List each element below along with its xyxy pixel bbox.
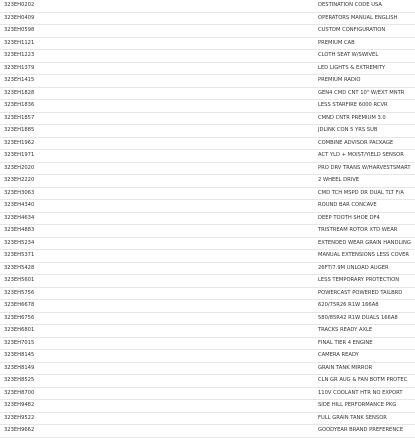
option-code: 323EH9662 — [0, 425, 314, 438]
option-code: 323EH0598 — [0, 25, 314, 38]
table-row — [0, 275, 415, 288]
option-description: TRACKS READY AXLE — [314, 325, 415, 338]
option-code: 323EH8145 — [0, 350, 314, 363]
option-code: 323EH1379 — [0, 62, 314, 75]
table-row — [0, 125, 415, 138]
table-row — [0, 312, 415, 325]
table-row — [0, 75, 415, 88]
option-code: 323EH6756 — [0, 312, 314, 325]
option-code: 323EH7015 — [0, 337, 314, 350]
option-code: 323EH4634 — [0, 212, 314, 225]
option-description: 2 WHEEL DRIVE — [314, 175, 415, 188]
option-code: 323EH1962 — [0, 137, 314, 150]
option-description: CMD TCH MSPD DR DUAL TLT F/A — [314, 187, 415, 200]
option-description: CLN GR AUG & FAN BOTM PROTEC — [314, 375, 415, 388]
option-code: 323EH0409 — [0, 12, 314, 25]
table-row — [0, 62, 415, 75]
option-code: 323EH1836 — [0, 100, 314, 113]
table-row — [0, 175, 415, 188]
option-description: ROUND BAR CONCAVE — [314, 200, 415, 213]
table-row — [0, 50, 415, 63]
option-description: PREMIUM CAB — [314, 37, 415, 50]
option-code: 323EH5756 — [0, 287, 314, 300]
option-description: DESTINATION CODE USA — [314, 0, 415, 12]
option-code: 323EH2020 — [0, 162, 314, 175]
option-code: 323EH4340 — [0, 200, 314, 213]
option-description: 26FT/7.9M UNLOAD AUGER — [314, 262, 415, 275]
option-code: 323EH5428 — [0, 262, 314, 275]
option-description: GOODYEAR BRAND PREFERENCE — [314, 425, 415, 438]
option-code: 323EH3063 — [0, 187, 314, 200]
option-description: TRISTREAM ROTOR XTD WEAR — [314, 225, 415, 238]
table-row — [0, 362, 415, 375]
option-description: FULL GRAIN TANK SENSOR — [314, 412, 415, 425]
table-row — [0, 150, 415, 163]
option-description: CUSTOM CONFIGURATION — [314, 25, 415, 38]
table-row — [0, 200, 415, 213]
option-description: CLOTH SEAT W/SWIVEL — [314, 50, 415, 63]
table-row — [0, 250, 415, 263]
table-row — [0, 0, 415, 12]
table-row — [0, 187, 415, 200]
option-code: 323EH1223 — [0, 50, 314, 63]
table-row — [0, 337, 415, 350]
option-description: PREMIUM RADIO — [314, 75, 415, 88]
option-code: 323EH0202 — [0, 0, 314, 12]
option-description: PRO DRV TRANS W/HARVESTSMART — [314, 162, 415, 175]
option-description: LESS TEMPORARY PROTECTION — [314, 275, 415, 288]
option-code: 323EH8149 — [0, 362, 314, 375]
table-row — [0, 87, 415, 100]
option-code: 323EH6801 — [0, 325, 314, 338]
table-row — [0, 375, 415, 388]
option-description: FINAL TIER 4 ENGINE — [314, 337, 415, 350]
option-code: 323EH9522 — [0, 412, 314, 425]
option-code: 323EH8525 — [0, 375, 314, 388]
option-description: 110V COOLANT HTR NO EXPORT — [314, 387, 415, 400]
table-row — [0, 262, 415, 275]
option-description: DEEP TOOTH SHOE DF4 — [314, 212, 415, 225]
option-description: ACT YLD + MOIST/YIELD SENSOR — [314, 150, 415, 163]
table-row — [0, 162, 415, 175]
option-description: MANUAL EXTENSIONS LESS COVER — [314, 250, 415, 263]
table-row — [0, 350, 415, 363]
option-code: 323EH5601 — [0, 275, 314, 288]
table-row — [0, 37, 415, 50]
option-description: 620/75R26 R1W 166A8 — [314, 300, 415, 313]
table-row — [0, 12, 415, 25]
option-description: GRAIN TANK MIRROR — [314, 362, 415, 375]
option-description: EXTENDED WEAR GRAIN HANDLING — [314, 237, 415, 250]
option-code: 323EH4883 — [0, 225, 314, 238]
option-description: SIDE HILL PERFORMANCE PKG — [314, 400, 415, 413]
option-code: 323EH6678 — [0, 300, 314, 313]
option-code: 323EH1415 — [0, 75, 314, 88]
option-description: GEN4 CMD CNT 10" W/EXT MNTR — [314, 87, 415, 100]
option-code: 323EH1121 — [0, 37, 314, 50]
table-row — [0, 425, 415, 438]
table-row — [0, 112, 415, 125]
table-row — [0, 237, 415, 250]
option-code: 323EH1857 — [0, 112, 314, 125]
option-code: 323EH1885 — [0, 125, 314, 138]
table-row — [0, 412, 415, 425]
option-description: LESS STARFIRE 6000 RCVR — [314, 100, 415, 113]
option-description: JDLINK CON 5 YRS SUB — [314, 125, 415, 138]
option-code: 323EH1828 — [0, 87, 314, 100]
option-description: COMBINE ADVISOR PACKAGE — [314, 137, 415, 150]
table-row — [0, 25, 415, 38]
option-description: OPERATORS MANUAL ENGLISH — [314, 12, 415, 25]
option-description: POWERCAST POWERED TAILBRD — [314, 287, 415, 300]
option-code: 323EH5371 — [0, 250, 314, 263]
table-row — [0, 212, 415, 225]
table-row — [0, 287, 415, 300]
table-row — [0, 387, 415, 400]
table-row — [0, 137, 415, 150]
option-code: 323EH5234 — [0, 237, 314, 250]
table-row — [0, 100, 415, 113]
table-row — [0, 300, 415, 313]
option-code: 323EH8700 — [0, 387, 314, 400]
table-row — [0, 325, 415, 338]
option-code: 323EH9482 — [0, 400, 314, 413]
option-code: 323EH1971 — [0, 150, 314, 163]
option-description: 580/85R42 R1W DUALS 166A8 — [314, 312, 415, 325]
table-row — [0, 225, 415, 238]
option-code: 323EH2220 — [0, 175, 314, 188]
table-row — [0, 400, 415, 413]
option-description: CMND CNTR PREMIUM 3.0 — [314, 112, 415, 125]
option-description: CAMERA READY — [314, 350, 415, 363]
option-description: LED LIGHTS & EXTREMITY — [314, 62, 415, 75]
